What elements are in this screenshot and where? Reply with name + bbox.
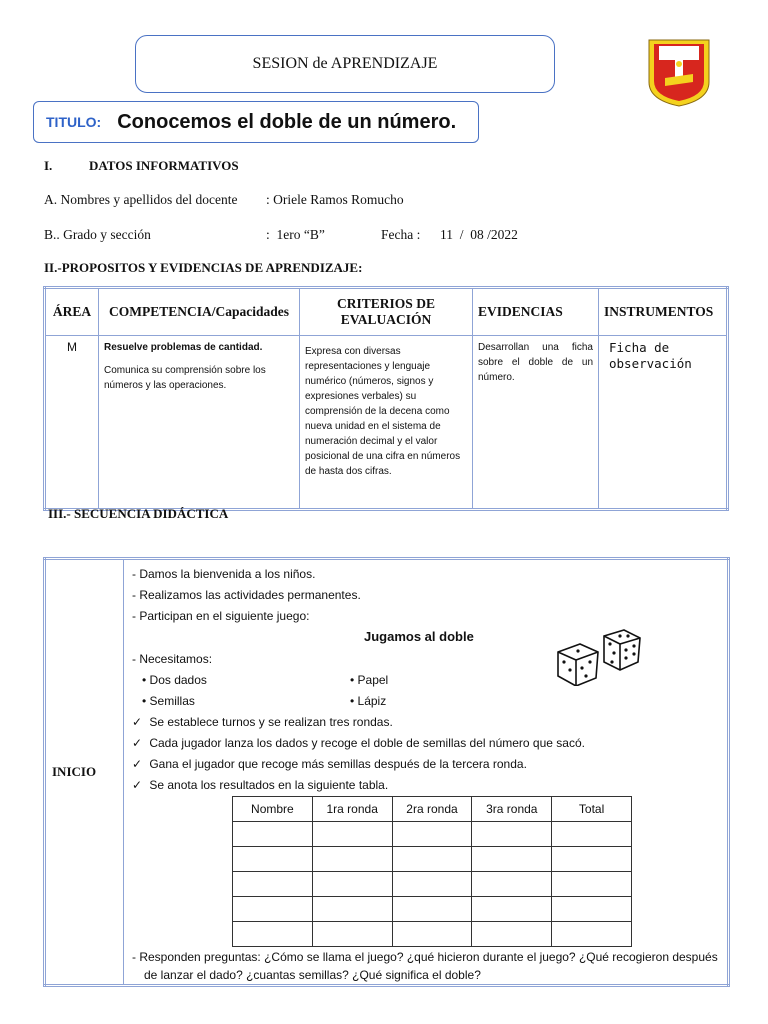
cell-competencia xyxy=(99,336,300,510)
results-cell[interactable] xyxy=(552,872,632,897)
results-empty-row xyxy=(233,922,632,947)
date-value: 11 / 08 /2022 xyxy=(440,227,518,242)
dice-icon xyxy=(554,626,644,686)
competencia-title: Resuelve problemas de cantidad. xyxy=(104,342,263,353)
results-cell[interactable] xyxy=(472,872,552,897)
results-cell[interactable] xyxy=(233,847,313,872)
rule-item xyxy=(132,778,388,792)
results-header-nombre: Nombre xyxy=(233,797,313,822)
activity-line: - Realizamos las actividades permanentes. xyxy=(132,588,361,602)
results-cell[interactable] xyxy=(392,872,472,897)
results-table xyxy=(232,796,632,947)
rule-text: Se establece turnos y se realizan tres rondas. xyxy=(149,715,393,729)
lesson-title: Conocemos el doble de un número. xyxy=(117,110,457,133)
results-header-row xyxy=(233,797,632,822)
results-empty-row xyxy=(233,822,632,847)
results-cell[interactable] xyxy=(552,922,632,947)
check-icon: ✓ xyxy=(132,757,143,771)
results-empty-row xyxy=(233,897,632,922)
header-area: ÁREA xyxy=(45,288,99,336)
teacher-value: : Oriele Ramos Romucho xyxy=(266,192,404,207)
phase-content xyxy=(124,559,729,986)
grade-label: B.. Grado y sección xyxy=(44,227,151,242)
cell-area: M xyxy=(45,336,99,510)
material-item: • Lápiz xyxy=(350,694,387,708)
session-title: SESION de APRENDIZAJE xyxy=(252,55,438,72)
session-header-box xyxy=(135,35,555,93)
shield-icon xyxy=(645,38,713,108)
section-3-heading: III.- SECUENCIA DIDÁCTICA xyxy=(48,506,229,521)
results-cell[interactable] xyxy=(233,872,313,897)
results-cell[interactable] xyxy=(312,872,392,897)
questions-line: - Responden preguntas: ¿Cómo se llama el juego? ¿qué hicieron durante el juego? ¿Qué recogieron después xyxy=(132,950,718,964)
sequence-table xyxy=(43,557,730,987)
header-criterios: CRITERIOS DE EVALUACIÓN xyxy=(300,288,473,336)
header-evidencias: EVIDENCIAS xyxy=(473,288,599,336)
school-logo xyxy=(645,38,713,108)
lesson-title-box xyxy=(33,101,479,143)
results-empty-row xyxy=(233,872,632,897)
material-item: • Semillas xyxy=(142,694,195,708)
activity-line: - Damos la bienvenida a los niños. xyxy=(132,567,316,581)
grade-value: : 1ero “B” xyxy=(266,227,325,242)
results-header-ronda2: 2ra ronda xyxy=(392,797,472,822)
game-title: Jugamos al doble xyxy=(364,629,474,644)
purposes-header-row xyxy=(45,288,728,336)
rule-item xyxy=(132,736,585,750)
rule-item xyxy=(132,715,393,729)
results-empty-row xyxy=(233,847,632,872)
cell-instrumentos: Ficha de observación xyxy=(599,336,728,510)
activity-line: - Participan en el siguiente juego: xyxy=(132,609,310,623)
results-cell[interactable] xyxy=(472,897,552,922)
purposes-table xyxy=(43,286,729,511)
results-cell[interactable] xyxy=(312,847,392,872)
results-cell[interactable] xyxy=(392,822,472,847)
results-cell[interactable] xyxy=(233,822,313,847)
date-label: Fecha : xyxy=(381,227,421,242)
material-item: • Dos dados xyxy=(142,673,207,687)
header-instrumentos: INSTRUMENTOS xyxy=(599,288,728,336)
results-header-total: Total xyxy=(552,797,632,822)
results-header-ronda3: 3ra ronda xyxy=(472,797,552,822)
section-1-heading: DATOS INFORMATIVOS xyxy=(89,158,239,173)
check-icon: ✓ xyxy=(132,778,143,792)
sequence-row-inicio xyxy=(45,559,729,986)
results-cell[interactable] xyxy=(392,897,472,922)
rule-text: Se anota los resultados en la siguiente tabla. xyxy=(149,778,389,792)
section-2-heading: II.-PROPOSITOS Y EVIDENCIAS DE APRENDIZAJE: xyxy=(44,260,363,275)
rule-item xyxy=(132,757,527,771)
material-item: • Papel xyxy=(350,673,389,687)
results-cell[interactable] xyxy=(552,847,632,872)
questions-line: de lanzar el dado? ¿cuantas semillas? ¿Qué significa el doble? xyxy=(144,968,481,982)
results-cell[interactable] xyxy=(312,922,392,947)
results-cell[interactable] xyxy=(312,897,392,922)
phase-label: INICIO xyxy=(45,559,124,986)
rule-text: Gana el jugador que recoge más semillas después de la tercera ronda. xyxy=(149,757,527,771)
check-icon: ✓ xyxy=(132,715,143,729)
results-cell[interactable] xyxy=(312,822,392,847)
results-cell[interactable] xyxy=(233,897,313,922)
results-header-ronda1: 1ra ronda xyxy=(312,797,392,822)
results-cell[interactable] xyxy=(552,822,632,847)
check-icon: ✓ xyxy=(132,736,143,750)
cell-criterios: Expresa con diversas representaciones y lenguaje numérico (números, signos y expresiones verbales) su comprensión de la decena como nueva unidad en el sistema de numeración decimal y el valor posicional de una cifra en números de hasta dos cifras. xyxy=(300,336,473,510)
cell-evidencias: Desarrollan una ficha sobre el doble de un número. xyxy=(473,336,599,510)
needs-label: - Necesitamos: xyxy=(132,652,213,666)
teacher-label: A. Nombres y apellidos del docente xyxy=(44,192,238,207)
competencia-text: Comunica su comprensión sobre los números y las operaciones. xyxy=(104,365,266,391)
results-cell[interactable] xyxy=(233,922,313,947)
rule-text: Cada jugador lanza los dados y recoge el doble de semillas del número que sacó. xyxy=(149,736,585,750)
results-cell[interactable] xyxy=(472,822,552,847)
header-competencia: COMPETENCIA/Capacidades xyxy=(99,288,300,336)
results-cell[interactable] xyxy=(392,847,472,872)
purposes-row xyxy=(45,336,728,510)
results-cell[interactable] xyxy=(552,897,632,922)
results-cell[interactable] xyxy=(392,922,472,947)
title-label: TITULO: xyxy=(46,114,102,130)
section-1-number: I. xyxy=(44,158,53,173)
results-cell[interactable] xyxy=(472,922,552,947)
results-cell[interactable] xyxy=(472,847,552,872)
